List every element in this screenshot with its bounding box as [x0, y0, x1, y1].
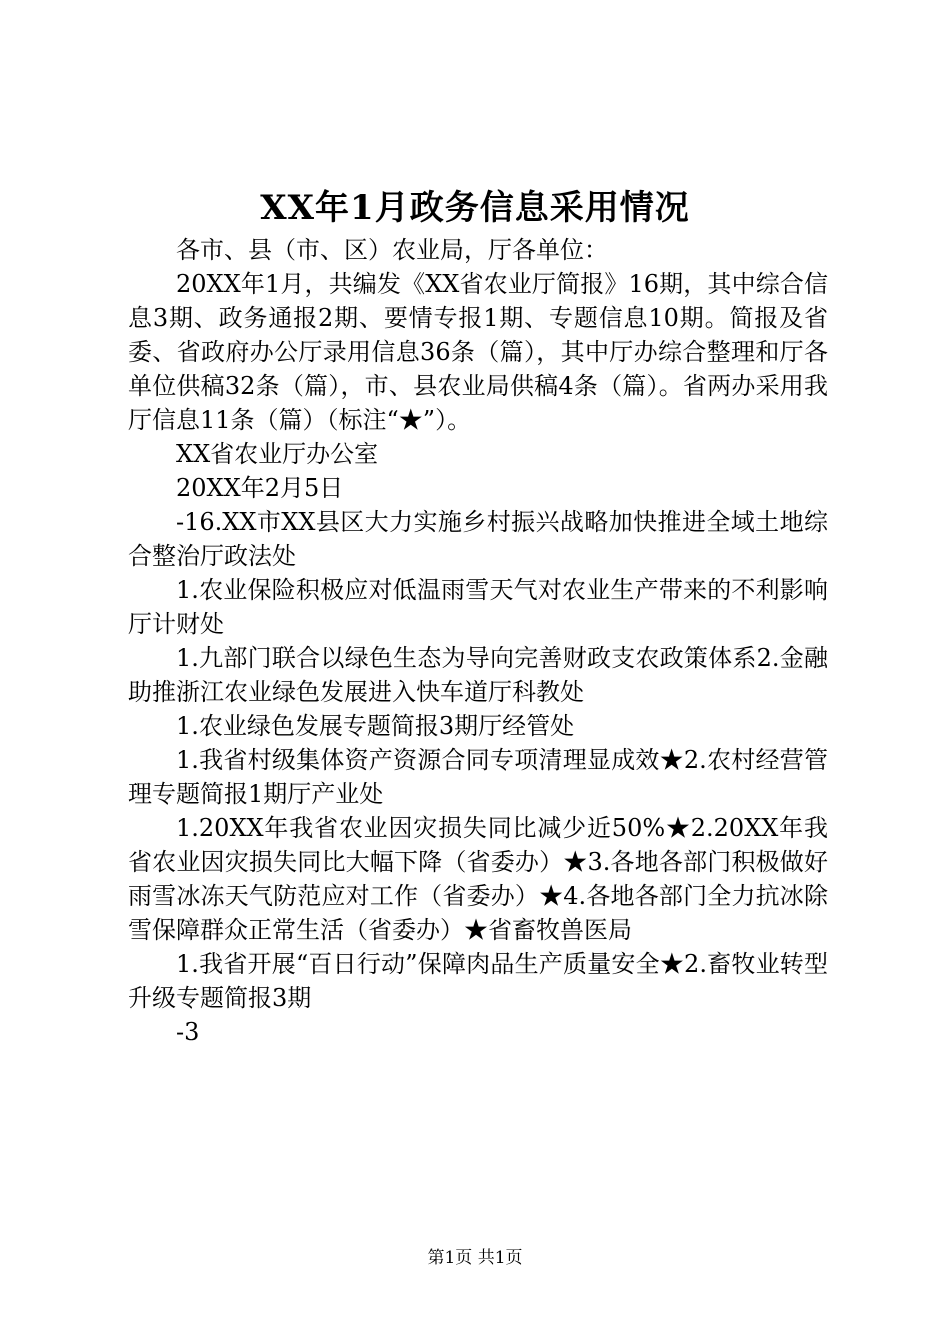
summary-paragraph: 20XX年1月，共编发《XX省农业厅简报》16期，其中综合信息3期、政务通报2期、要情专报1期、专题信息10期。简报及省委、省政府办公厅录用信息36条（篇），其中厅办综合整理和厅各单位供稿32条（篇），市、县农业局供稿4条（篇）。省两办采用我厅信息11条（篇）（标注“★”）。 — [128, 270, 828, 434]
list-paragraph: 1.20XX年我省农业因灾损失同比减少近50%★2.20XX年我省农业因灾损失同比大幅下降（省委办）★3.各地各部门积极做好雨雪冰冻天气防范应对工作（省委办）★4.各地各部门全力抗冰除雪保障群众正常生活（省委办）★省畜牧兽医局 — [128, 814, 828, 944]
page-footer: 第1页 共1页 — [427, 1248, 523, 1268]
list-paragraph: -16.XX市XX县区大力实施乡村振兴战略加快推进全域土地综合整治厅政法处 — [128, 508, 828, 570]
list-paragraph: 1.我省开展“百日行动”保障肉品生产质量安全★2.畜牧业转型升级专题简报3期 — [128, 950, 828, 1012]
document-body — [128, 233, 828, 1049]
list-paragraph: 1.我省村级集体资产资源合同专项清理显成效★2.农村经营管理专题简报1期厅产业处 — [128, 746, 828, 808]
document-title: XX年1月政务信息采用情况 — [260, 188, 690, 228]
date-line: 20XX年2月5日 — [176, 474, 344, 502]
list-paragraph: 1.九部门联合以绿色生态为导向完善财政支农政策体系2.金融助推浙江农业绿色发展进入快车道厅科教处 — [128, 644, 828, 706]
list-paragraph: 1.农业绿色发展专题简报3期厅经管处 — [176, 712, 575, 740]
salutation-paragraph: 各市、县（市、区）农业局，厅各单位： — [176, 236, 608, 264]
issuer-line: XX省农业厅办公室 — [176, 440, 379, 468]
page-marker: -3 — [176, 1018, 200, 1046]
list-paragraph: 1.农业保险积极应对低温雨雪天气对农业生产带来的不利影响厅计财处 — [128, 576, 828, 638]
